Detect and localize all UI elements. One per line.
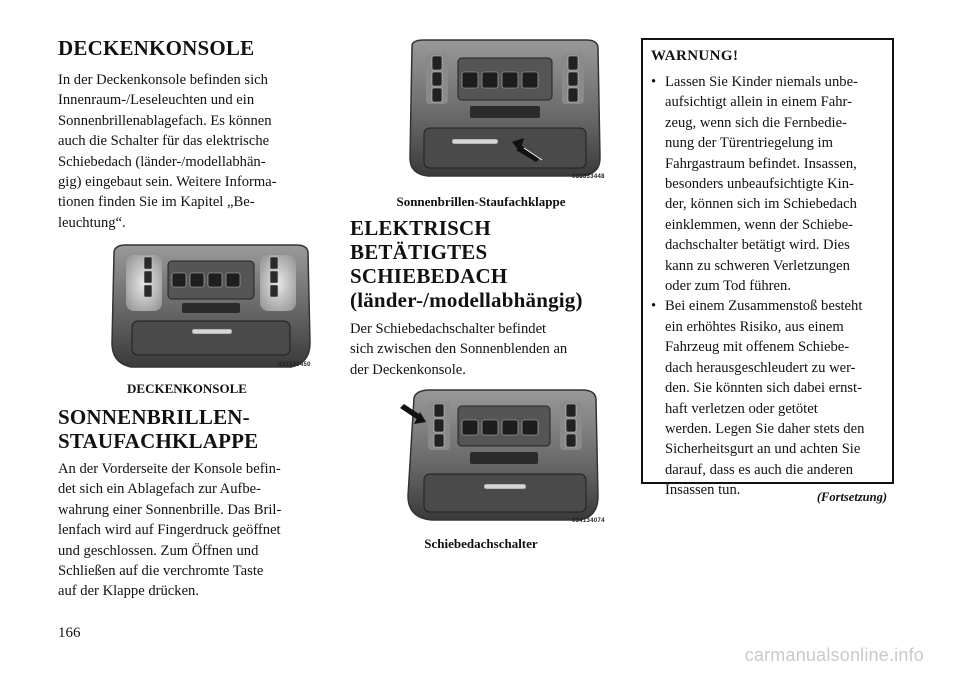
text-line: den. Sie könnten sich dabei ernst-	[665, 380, 862, 397]
text-line: oder zum Tod führen.	[665, 278, 791, 295]
power-sunroof-description	[350, 319, 612, 380]
figure-caption-sunglasses-bin: Sonnenbrillen-Staufachklappe	[396, 194, 566, 209]
heading-line: ELEKTRISCH	[350, 216, 491, 240]
heading-line: STAUFACHKLAPPE	[58, 429, 259, 453]
text-line: Innenraum-/Leseleuchten und ein	[58, 92, 255, 109]
text-line: gig) eingebaut sein. Weitere Informa-	[58, 174, 277, 191]
section-heading-overhead-console: DECKENKONSOLE	[58, 36, 255, 60]
text-line: Schiebedach (länder-/modellabhän-	[58, 153, 266, 170]
overhead-console-figure	[106, 243, 316, 373]
text-line: darauf, dass es auch die anderen	[665, 461, 854, 478]
sunroof-switch-illustration	[400, 388, 610, 528]
text-line: besonders unbeaufsichtigte Kin-	[665, 176, 854, 193]
text-line: Sicherheitsgurt an und achten Sie	[665, 441, 861, 458]
page-number: 166	[58, 625, 81, 641]
text-line: Insassen tun.	[665, 482, 741, 499]
text-line: Fahrzeug mit offenem Schiebe-	[665, 339, 850, 356]
warning-title: WARNUNG!	[651, 48, 739, 64]
heading-line: (länder-/modellabhängig)	[350, 288, 583, 312]
text-line: der Deckenkonsole.	[350, 361, 466, 378]
text-line: auf der Klappe drücken.	[58, 583, 200, 600]
bullet-icon: •	[651, 298, 657, 315]
text-line: dachschalter betätigt wird. Dies	[665, 237, 850, 254]
warning-item-collision	[651, 296, 884, 500]
text-line: wahrung einer Sonnenbrille. Das Bril-	[58, 501, 282, 518]
overhead-console-description	[58, 70, 320, 233]
figure-caption-overhead-console: DECKENKONSOLE	[127, 381, 247, 396]
text-line: aufsichtigt allein in einem Fahr-	[665, 94, 852, 111]
text-line: Bei einem Zusammenstoß besteht	[665, 298, 863, 315]
text-line: Fahrgastraum befindet. Insassen,	[665, 155, 857, 172]
text-line: Sonnenbrillenablagefach. Es können	[58, 112, 272, 129]
text-line: kann zu schweren Verletzungen	[665, 257, 850, 274]
overhead-console-illustration	[106, 243, 316, 373]
text-line: ein erhöhtes Risiko, aus einem	[665, 318, 844, 335]
heading-line: SONNENBRILLEN-	[58, 405, 250, 429]
heading-line: BETÄTIGTES	[350, 240, 488, 264]
text-line: dach herausgeschleudert zu wer-	[665, 359, 856, 376]
text-line: haft verletzen oder getötet	[665, 400, 818, 417]
figure-code: 034134074	[572, 518, 605, 524]
figure-caption-sunroof-switch: Schiebedachschalter	[424, 536, 538, 551]
sunroof-switch-figure	[400, 388, 610, 528]
sunglasses-bin-illustration	[400, 38, 610, 188]
text-line: Der Schiebedachschalter befindet	[350, 321, 547, 337]
text-line: An der Vorderseite der Konsole befin-	[58, 461, 281, 477]
continued-note: (Fortsetzung)	[816, 490, 887, 504]
text-line: sich zwischen den Sonnenblenden an	[350, 341, 568, 358]
text-line: tionen finden Sie im Kapitel „Be-	[58, 194, 255, 211]
text-line: nung der Türentriegelung im	[665, 135, 833, 152]
text-line: der, können sich im Schiebedach	[665, 196, 857, 213]
watermark: carmanualsonline.info	[744, 645, 924, 665]
sunglasses-bin-figure	[400, 38, 610, 188]
sunglasses-bin-description	[58, 459, 320, 602]
figure-code: 033333450	[278, 362, 311, 368]
bullet-icon: •	[651, 74, 657, 90]
text-line: werden. Legen Sie daher stets den	[665, 420, 865, 437]
text-line: Lassen Sie Kinder niemals unbe-	[665, 74, 858, 90]
text-line: In der Deckenkonsole befinden sich	[58, 72, 268, 88]
text-line: auch die Schalter für das elektrische	[58, 133, 270, 150]
text-line: Schließen auf die verchromte Taste	[58, 563, 264, 580]
text-line: leuchtung“.	[58, 214, 126, 231]
heading-line: SCHIEBEDACH	[350, 264, 508, 288]
figure-code: 033333448	[572, 174, 605, 180]
text-line: einklemmen, wenn der Schiebe-	[665, 216, 854, 233]
text-line: lenfach wird auf Fingerdruck geöffnet	[58, 522, 281, 539]
warning-item-children	[651, 72, 884, 296]
warning-list	[651, 72, 884, 501]
text-line: det sich ein Ablagefach zur Aufbe-	[58, 481, 262, 498]
text-line: zeug, wenn sich die Fernbedie-	[665, 114, 847, 131]
text-line: und geschlossen. Zum Öffnen und	[58, 542, 259, 559]
section-heading-power-sunroof	[350, 216, 612, 312]
section-heading-sunglasses-bin	[58, 405, 320, 453]
